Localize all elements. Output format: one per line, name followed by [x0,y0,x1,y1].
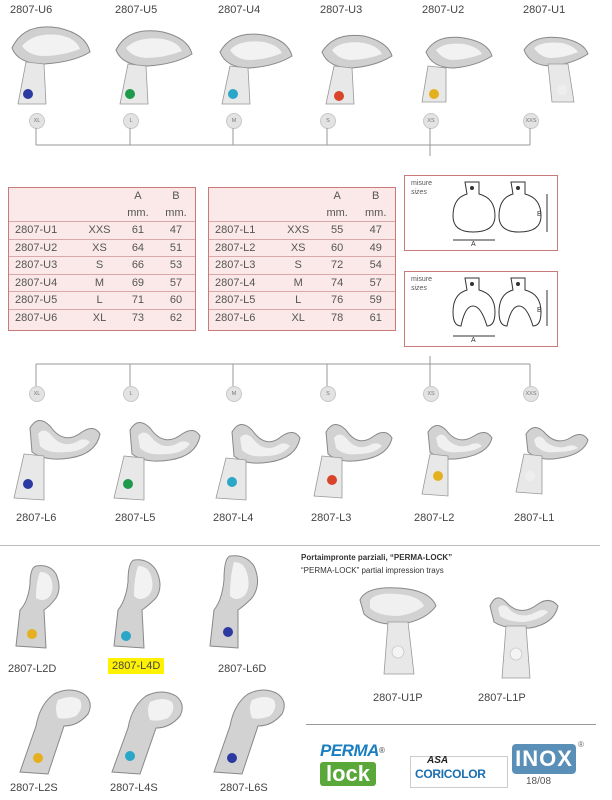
partial-tray-l1p-image [476,588,570,682]
color-dot-l1 [525,471,535,481]
lower-tray-l2-image [410,412,498,504]
size-badge-u6: XL [29,113,45,129]
partial-tray-l6d-image [200,552,266,652]
lower-tray-l5-image [110,410,206,504]
asa-logo-text: ASA [427,755,449,766]
color-dot-l5 [123,479,133,489]
color-dot-l2 [433,471,443,481]
inox-logo: INOX ® 18/08 [512,744,584,794]
partial-code-l4s: 2807-L4S [110,782,158,794]
partial-code-u1p: 2807-U1P [373,692,423,704]
clear-dot-l1p [510,648,522,660]
table-row: 2807-U1 XXS 61 47 [9,222,195,240]
sizes-label-en: sizes [411,285,427,292]
upper-tray-u2-image [418,30,498,108]
size-badge-u5: L [123,113,139,129]
table-row: 2807-U3 S 66 53 [9,257,195,275]
dim-a-label: A [471,241,476,246]
upper-connector-lines [0,126,612,156]
lock-logo-text: lock [320,762,376,786]
partial-code-l2d: 2807-L2D [8,663,57,675]
asa-coricolor-logo [410,756,508,788]
upper-tray-u5-image [108,22,198,108]
header-b: B [372,190,380,203]
header-b: B [172,190,180,203]
lower-connector-lines [0,356,612,390]
partial-code-l6d: 2807-L6D [218,663,267,675]
section-divider [0,545,600,546]
coricolor-logo-text: CORICOLOR [415,767,486,781]
sizes-label-it: misure [411,276,433,283]
dim-a-label: A [471,337,476,342]
table-row: 2807-U4 M 69 57 [9,274,195,292]
color-dot-u3 [334,91,344,101]
size-badge-l4: M [226,386,242,402]
sizes-label-it: misure [411,180,433,187]
color-dot-l3 [327,475,337,485]
unit-a: mm. [326,206,348,219]
partial-tray-l2d-image [10,562,66,650]
size-badge-l3: S [320,386,336,402]
partial-code-l2s: 2807-L2S [10,782,58,794]
logo-divider [306,724,596,725]
partial-tray-l2s-image [14,686,100,778]
color-dot-l6 [23,479,33,489]
upper-code-u1: 2807-U1 [523,4,566,16]
lower-code-l2: 2807-L2 [414,512,455,524]
perma-lock-logo: PERMA® lock [320,741,385,786]
table-row: 2807-L4 M 74 57 [209,274,395,292]
color-dot-l6d [223,627,233,637]
dim-b-label: B [537,211,542,218]
lower-tray-l3-image [306,412,398,504]
sizes-label-en: sizes [411,189,427,196]
color-dot-l6s [227,753,237,763]
size-badge-l2: XS [423,386,439,402]
upper-tray-u1-image [518,30,594,108]
upper-tray-u3-image [314,28,398,108]
table-row: 2807-U6 XL 73 62 [9,309,195,326]
color-dot-l4d [121,631,131,641]
lower-code-l1: 2807-L1 [514,512,555,524]
upper-code-u5: 2807-U5 [115,4,158,16]
upper-tray-u6-image [4,18,94,108]
color-dot-u6 [23,89,33,99]
header-a: A [134,190,142,203]
partial-code-l4d-highlighted: 2807-L4D [108,658,164,674]
upper-code-u4: 2807-U4 [218,4,261,16]
size-badge-l6: XL [29,386,45,402]
lower-tray-outline-icon [445,276,555,342]
color-dot-l2s [33,753,43,763]
size-badge-u3: S [320,113,336,129]
upper-tray-u4-image [212,26,298,108]
table-row: 2807-L5 L 76 59 [209,292,395,310]
color-dot-u5 [125,89,135,99]
lower-tray-l1-image [510,414,594,504]
dim-b-label: B [537,307,542,314]
unit-b: mm. [365,206,387,219]
size-badge-l5: L [123,386,139,402]
lower-code-l3: 2807-L3 [311,512,352,524]
table-row: 2807-L6 XL 78 61 [209,309,395,326]
partial-tray-l4d-image [108,556,172,650]
lower-code-l5: 2807-L5 [115,512,156,524]
header-a: A [333,190,341,203]
color-dot-l4s [125,751,135,761]
partial-title-it: Portaimpronte parziali, “PERMA-LOCK” [301,553,453,562]
upper-code-u3: 2807-U3 [320,4,363,16]
upper-tray-outline-icon [445,180,555,246]
size-badge-u1: XXS [523,113,539,129]
color-dot-u4 [228,89,238,99]
inox-logo-text: INOX [512,744,576,774]
size-badge-u2: XS [423,113,439,129]
lower-code-l4: 2807-L4 [213,512,254,524]
unit-a: mm. [127,206,149,219]
partial-tray-l4s-image [106,688,192,778]
size-badge-l1: XXS [523,386,539,402]
partial-title-en: “PERMA-LOCK” partial impression trays [301,566,444,575]
clear-dot-u1p [392,646,404,658]
inox-sub-text: 18/08 [526,776,552,787]
partial-code-l6s: 2807-L6S [220,782,268,794]
table-row: 2807-L2 XS 60 49 [209,239,395,257]
partial-code-l1p: 2807-L1P [478,692,526,704]
upper-code-u2: 2807-U2 [422,4,465,16]
lower-tray-l6-image [10,408,106,504]
lower-size-table [208,187,396,331]
color-dot-l2d [27,629,37,639]
perma-logo-text: PERMA [320,741,379,760]
color-dot-u1 [557,85,567,95]
sizes-diagram-lower [404,271,558,347]
partial-tray-l6s-image [208,686,294,778]
table-row: 2807-L1 XXS 55 47 [209,222,395,240]
size-badge-u4: M [226,113,242,129]
table-row: 2807-U5 L 71 60 [9,292,195,310]
sizes-diagram-upper [404,175,558,251]
table-row: 2807-L3 S 72 54 [209,257,395,275]
unit-b: mm. [165,206,187,219]
partial-tray-u1p-image [352,582,446,682]
lower-tray-l4-image [212,412,306,504]
upper-size-table [8,187,196,331]
color-dot-l4 [227,477,237,487]
lower-code-l6: 2807-L6 [16,512,57,524]
color-dot-u2 [429,89,439,99]
table-row: 2807-U2 XS 64 51 [9,239,195,257]
upper-code-u6: 2807-U6 [10,4,53,16]
